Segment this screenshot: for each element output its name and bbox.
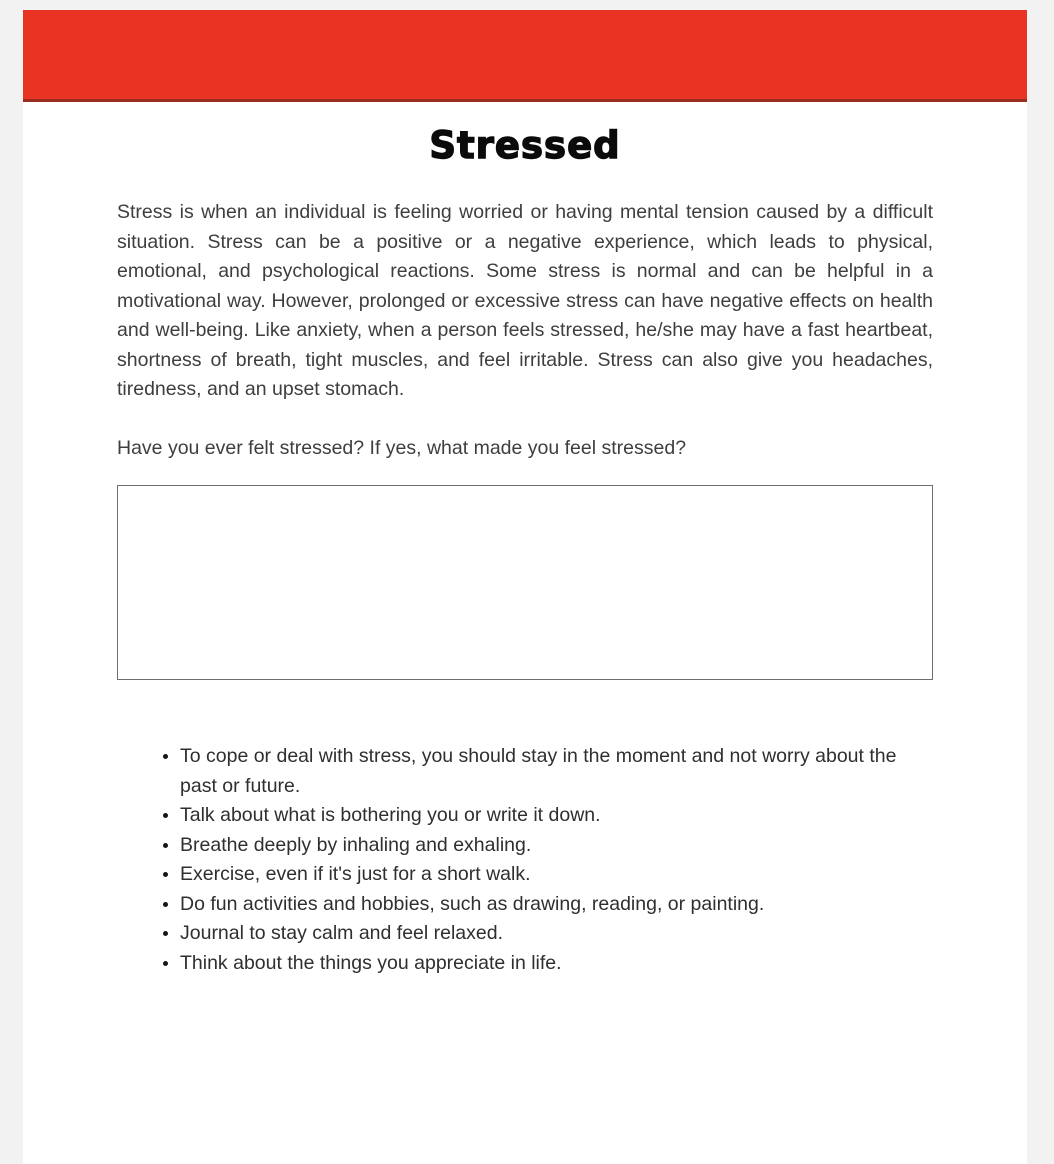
tip-item: • Do fun activities and hobbies, such as drawing, reading, or painting.: [180, 890, 933, 920]
tip-item: • Think about the things you appreciate in life.: [180, 949, 933, 979]
answer-input-box[interactable]: [117, 485, 933, 680]
worksheet-content: [23, 125, 1027, 978]
tip-item: • To cope or deal with stress, you should stay in the moment and not worry about the past or future.: [180, 742, 933, 801]
header-banner: [23, 10, 1027, 102]
tip-item: • Talk about what is bothering you or write it down.: [180, 801, 933, 831]
worksheet-page: [23, 10, 1027, 1164]
page-title: Stressed: [429, 124, 621, 167]
question-text: Have you ever felt stressed? If yes, what made you feel stressed?: [117, 436, 687, 459]
tips-list: [117, 742, 933, 978]
tip-item: • Exercise, even if it's just for a short walk.: [180, 860, 933, 890]
tip-item: • Journal to stay calm and feel relaxed.: [180, 919, 933, 949]
tip-item: • Breathe deeply by inhaling and exhaling.: [180, 831, 933, 861]
intro-paragraph: Stress is when an individual is feeling worried or having mental tension caused by a difficult situation. Stress can be a positive or a negative experience, which leads to physical, emotional, and psychological reactions. Some stress is normal and can be helpful in a motivational way. However, prolonged or excessive stress can have negative effects on health and well-being. Like anxiety, when a person feels stressed, he/she may have a fast heartbeat, shortness of breath, tight muscles, and feel irritable. Stress can also give you headaches, tiredness, and an upset stomach.: [117, 201, 933, 400]
